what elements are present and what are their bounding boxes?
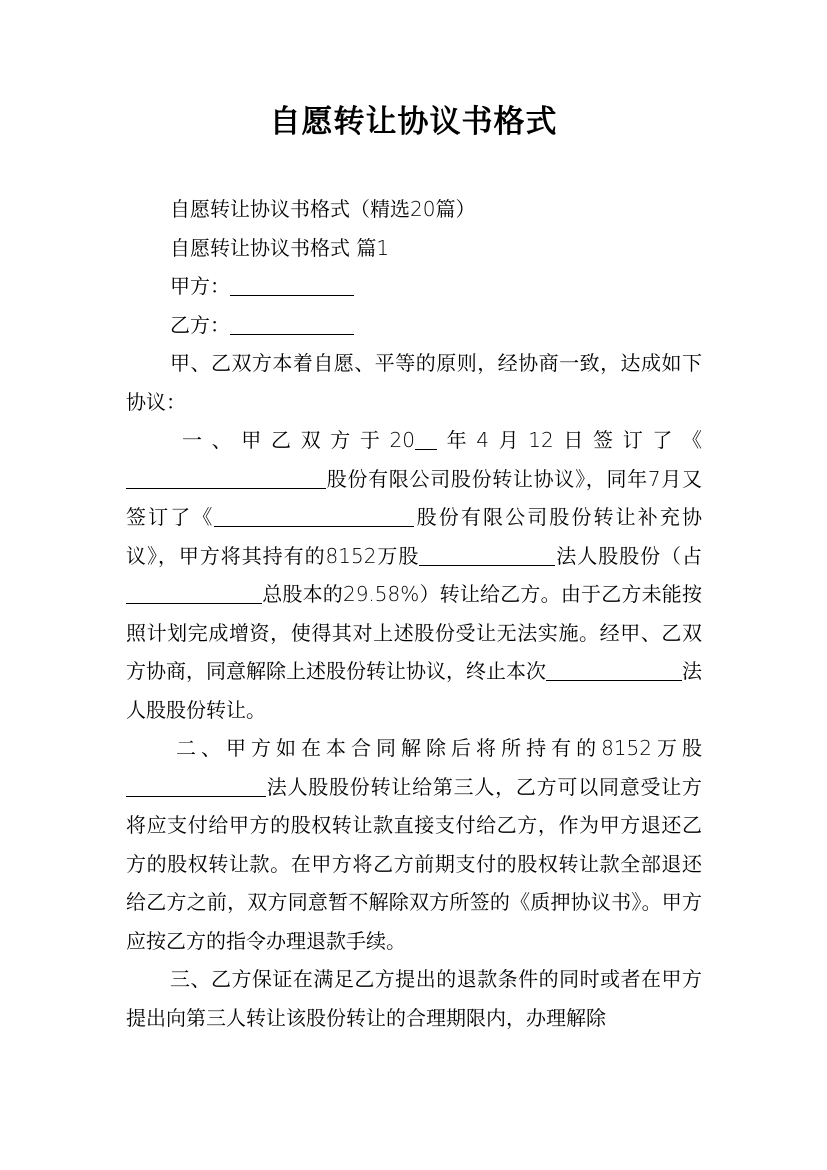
year-blank	[415, 427, 437, 450]
clause-3-paragraph: 三、乙方保证在满足乙方提出的退款条件的同时或者在甲方提出向第三人转让该股份转让的合理期限内，办理解除	[126, 967, 702, 1030]
company-blank-5	[546, 658, 682, 681]
company-blank-4	[126, 581, 262, 604]
intro-paragraph: 甲、乙双方本着自愿、平等的原则，经协商一致，达成如下协议：	[126, 351, 702, 414]
company-blank-2	[214, 504, 414, 527]
document-title: 自愿转让协议书格式	[269, 104, 558, 140]
party-b-blank	[230, 312, 354, 335]
document-body	[126, 190, 702, 1037]
company-blank-3	[419, 543, 555, 566]
party-b-label: 乙方：	[170, 312, 230, 337]
company-blank-1	[126, 466, 326, 489]
party-a-line	[126, 267, 702, 306]
section-heading: 自愿转让协议书格式 篇1	[170, 235, 390, 260]
party-a-label: 甲方：	[170, 274, 230, 298]
clause-2-paragraph: 二、甲方如在本合同解除后将所持有的8152万股法人股股份转让给第三人，乙方可以同意受让方将应支付给甲方的股权转让款直接支付给乙方，作为甲方退还乙方的股权转让款。在甲方将乙方前期支付的股权转让款全部退还给乙方之前，双方同意暂不解除双方所签的《质押协议书》。甲方应按乙方的指令办理退款手续。	[126, 736, 702, 953]
company-blank-6	[126, 774, 266, 797]
document-subtitle: 自愿转让协议书格式（精选20篇）	[170, 197, 476, 221]
party-b-line	[126, 306, 702, 345]
clause-1-paragraph: 一、甲乙双方于20 年4月12日签订了《股份有限公司股份转让协议》，同年7月又签订了《 股份有限公司股份转让补充协议》，甲方将其持有的8152万股 法人股股份（占总股本的29.58%）转让给乙方。由于乙方未能按照计划完成增资，使得其对上述股份受让无法实施。经甲、乙双方协商，同意解除上述股份转让协议，终止本次 法人股股份转让。	[126, 428, 703, 722]
party-a-blank	[230, 273, 354, 296]
